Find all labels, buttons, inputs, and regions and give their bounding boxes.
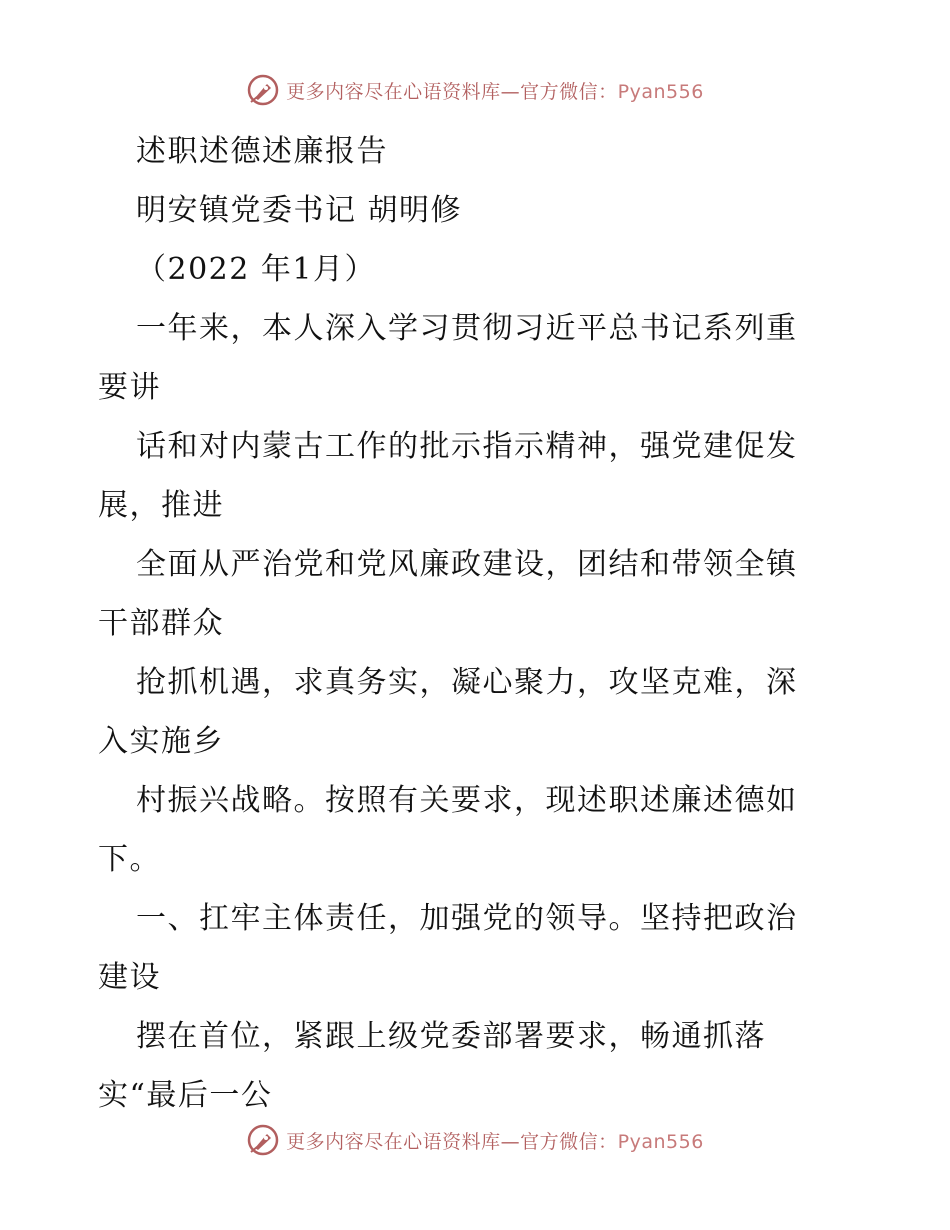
document-title: 述职述德述廉报告 xyxy=(136,134,388,169)
watermark-text: 更多内容尽在心语资料库—官方微信：Pyan556 xyxy=(286,1130,704,1153)
date-line: （2022 年1月） xyxy=(136,252,376,287)
pen-nib-circle-icon xyxy=(246,73,280,107)
paragraph-line: 下。 xyxy=(98,842,161,877)
watermark-text: 更多内容尽在心语资料库—官方微信：Pyan556 xyxy=(286,80,704,103)
paragraph-line: 话和对内蒙古工作的批示指示精神，强党建促发 xyxy=(136,429,798,464)
paragraph-line: 村振兴战略。按照有关要求，现述职述廉述德如 xyxy=(136,783,798,818)
paragraph-line: 干部群众 xyxy=(98,606,224,641)
document-body xyxy=(98,122,858,1125)
paragraph-line: 要讲 xyxy=(98,370,161,405)
paragraph-line: 建设 xyxy=(98,960,161,995)
paragraph-line: 入实施乡 xyxy=(98,724,224,759)
header-watermark xyxy=(0,70,950,110)
paragraph-line: 一年来，本人深入学习贯彻习近平总书记系列重 xyxy=(136,311,798,346)
pen-nib-circle-icon xyxy=(246,1123,280,1157)
section-heading-line: 一、扛牢主体责任，加强党的领导。坚持把政治 xyxy=(136,901,798,936)
footer-watermark xyxy=(0,1120,950,1160)
paragraph-line: 摆在首位，紧跟上级党委部署要求，畅通抓落 xyxy=(136,1019,766,1054)
paragraph-line: 实“最后一公 xyxy=(98,1078,273,1113)
author-line: 明安镇党委书记 胡明修 xyxy=(136,193,463,228)
paragraph-line: 展，推进 xyxy=(98,488,224,523)
paragraph-line: 全面从严治党和党风廉政建设，团结和带领全镇 xyxy=(136,547,798,582)
paragraph-line: 抢抓机遇，求真务实，凝心聚力，攻坚克难，深 xyxy=(136,665,798,700)
